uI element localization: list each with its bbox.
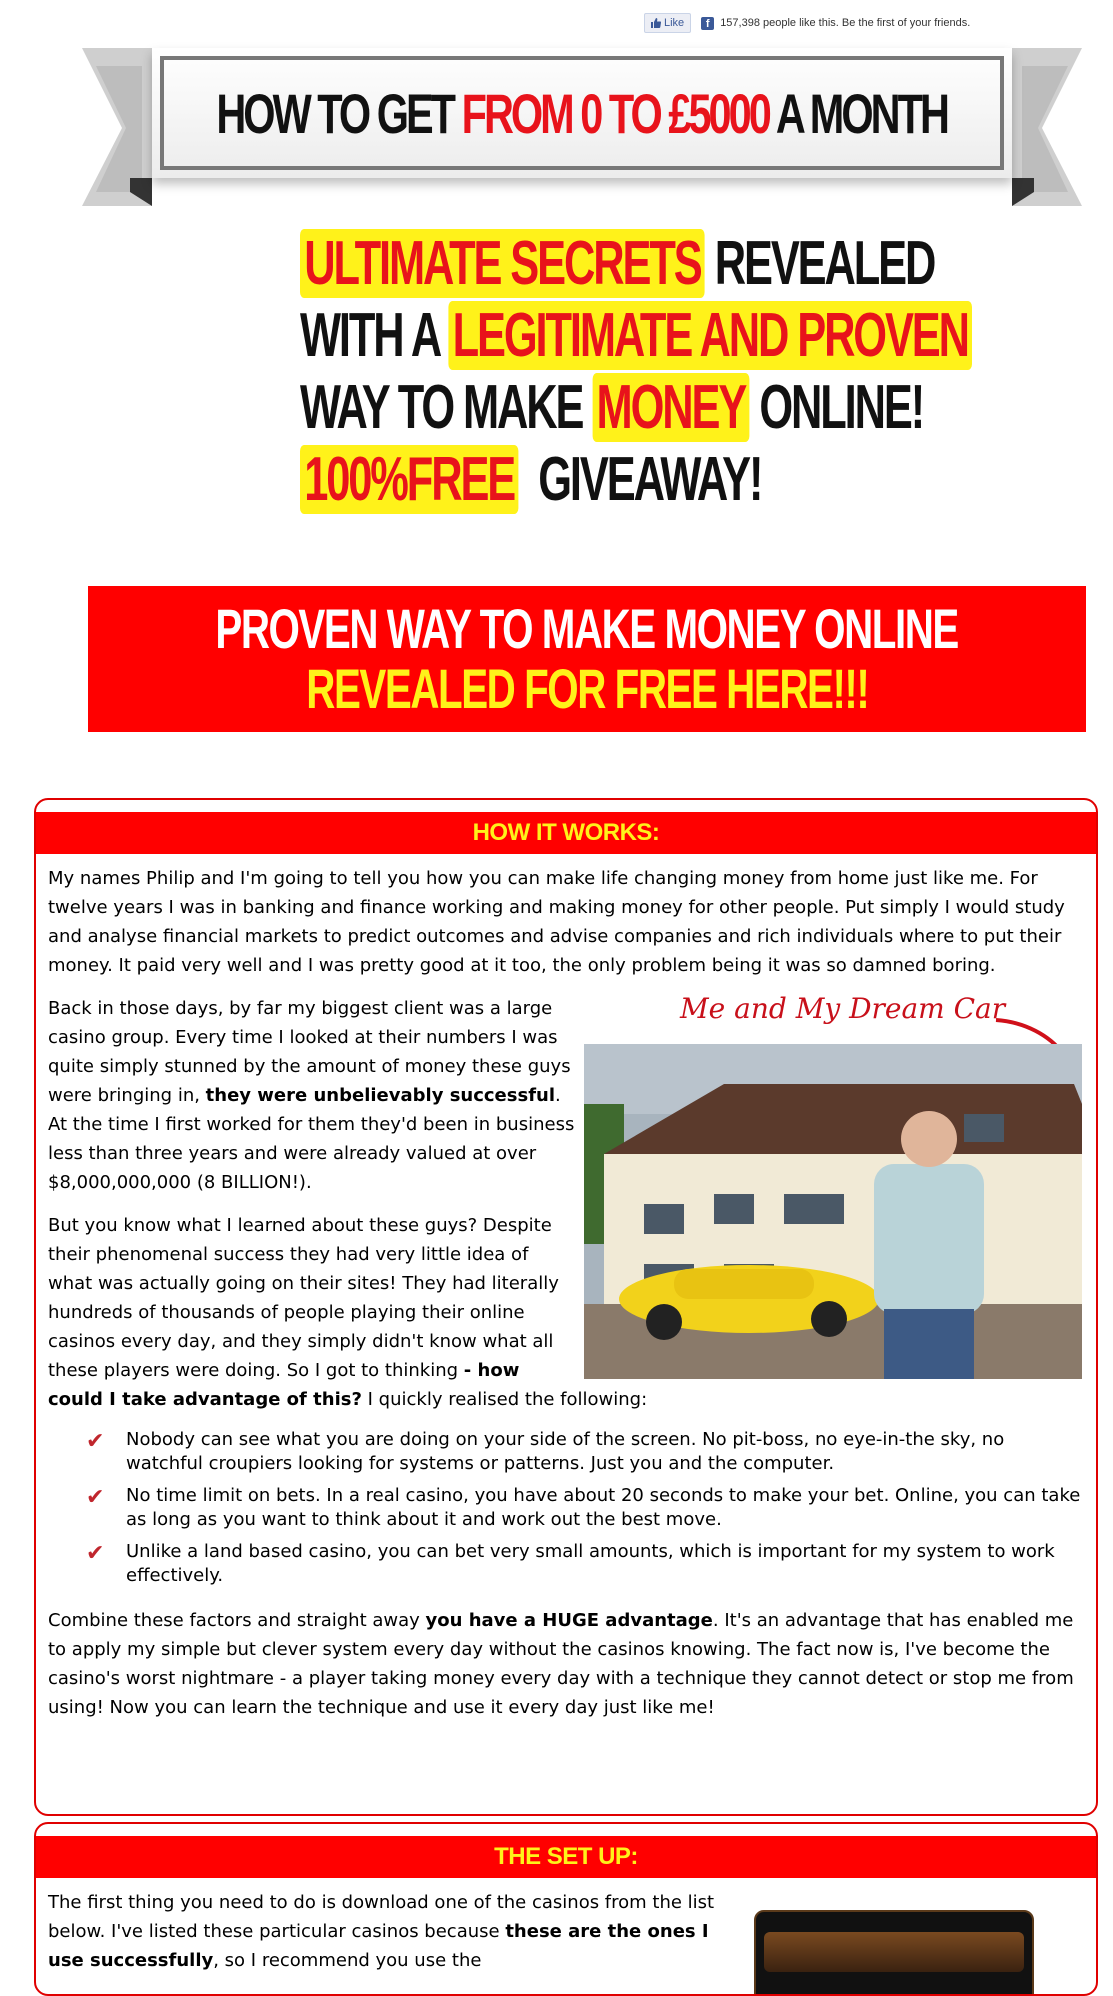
- secrets-text-3c: ONLINE!: [749, 373, 924, 442]
- advantage-list: [48, 1428, 1084, 1588]
- set-up-body: [36, 1878, 1096, 1975]
- facebook-icon: f: [701, 17, 714, 30]
- casino-client-text-1: Back in those days, by far my biggest client was a large casino group. Every time I looked at their numbers I was quite simply stunned by the amount of money these guys were bringing in,: [48, 998, 571, 1106]
- casino-client-bold: they were unbelievably successful: [205, 1085, 556, 1106]
- set-up-text-1: The first thing you need to do is download one of the casinos from the list below. I've listed these particular casinos because: [48, 1892, 715, 1942]
- dream-car-photo: [584, 994, 1084, 1379]
- secrets-line-4: [300, 444, 762, 516]
- headline-part-1: HOW TO GET: [216, 81, 462, 145]
- how-it-works-body: [36, 854, 1096, 1722]
- how-it-works-panel: [34, 798, 1098, 1816]
- facebook-like-label: Like: [664, 17, 685, 29]
- ribbon-box: [152, 48, 1012, 178]
- casino-table-graphic: [764, 1932, 1024, 1972]
- headline-title: [217, 81, 948, 146]
- secrets-highlight-1: ULTIMATE SECRETS: [300, 229, 705, 298]
- headline-part-3: A MONTH: [769, 81, 948, 145]
- checkmark-icon: ✔: [86, 1541, 105, 1566]
- banner-line-1: PROVEN WAY TO MAKE MONEY ONLINE: [215, 597, 959, 660]
- facebook-like-count: 157,398 people like this. Be the first of your friends.: [720, 17, 971, 29]
- secrets-text-3a: WAY TO MAKE: [300, 373, 593, 442]
- casino-preview-frame: [754, 1910, 1034, 1996]
- ribbon-inner-border: [160, 56, 1004, 170]
- advantage-text: No time limit on bets. In a real casino, you have about 20 seconds to make your bet. Online, you can take as long as you want to think about it and work out the best move.: [126, 1485, 1081, 1530]
- huge-advantage-bold: you have a HUGE advantage: [425, 1610, 713, 1631]
- advantage-text: Nobody can see what you are doing on your side of the screen. No pit-boss, no eye-in-the sky, no watchful croupiers looking for systems or patterns. Just you and the computer.: [126, 1429, 1005, 1474]
- secrets-text-2: WITH A: [300, 301, 449, 370]
- secrets-line-3: [300, 372, 924, 444]
- photo-caption: Me and My Dream Car: [680, 992, 1006, 1025]
- secrets-text-1: REVEALED: [704, 229, 935, 298]
- casino-client-text-2: . At the time I first worked for them they'd been in business less than three years and were already valued at over $8,000,000,000 (8 BILLION!).: [48, 1085, 575, 1193]
- facebook-like-button[interactable]: [644, 13, 691, 33]
- checkmark-icon: ✔: [86, 1485, 105, 1510]
- secrets-text-4: GIVEAWAY!: [518, 445, 762, 514]
- secrets-line-1: [300, 228, 935, 300]
- set-up-bold: these are the ones I use successfully: [48, 1921, 709, 1971]
- advantage-text: Unlike a land based casino, you can bet very small amounts, which is important for my system to work effectively.: [126, 1541, 1055, 1586]
- huge-advantage-text-2: . It's an advantage that has enabled me to apply my simple but clever system every day without the casinos knowing. The fact now is, I've become the casino's worst nightmare - a player taking money every day with a technique they cannot detect or stop me from using! Now you can learn the technique and use it every day just like me!: [48, 1610, 1074, 1718]
- headline-part-2: FROM 0 TO £5000: [461, 81, 770, 145]
- checkmark-icon: ✔: [86, 1429, 105, 1454]
- huge-advantage-paragraph: [48, 1606, 1084, 1722]
- set-up-panel: [34, 1822, 1098, 1996]
- intro-paragraph: My names Philip and I'm going to tell you how you can make life changing money from home just like me. For twelve years I was in banking and finance working and making money for other people. Put simply I would study and analyse financial markets to predict outcomes and advise companies and rich individuals where to put their money. It paid very well and I was pretty good at it too, the only problem being it was so damned boring.: [48, 868, 1065, 976]
- secrets-highlight-3: MONEY: [592, 373, 749, 442]
- learned-text-2: I quickly realised the following:: [361, 1389, 648, 1410]
- headline-ribbon: [82, 44, 1082, 216]
- list-item: [86, 1540, 1084, 1588]
- facebook-like-bar: [644, 12, 1064, 34]
- secrets-block: [300, 228, 968, 516]
- list-item: [86, 1428, 1084, 1476]
- secrets-line-2: [300, 300, 968, 372]
- how-it-works-title: HOW IT WORKS:: [36, 812, 1096, 854]
- free-reveal-banner[interactable]: [88, 586, 1086, 732]
- set-up-text-2: , so I recommend you use the: [213, 1950, 482, 1971]
- thumbs-up-icon: [651, 18, 661, 28]
- huge-advantage-text-1: Combine these factors and straight away: [48, 1610, 426, 1631]
- set-up-title: THE SET UP:: [36, 1836, 1096, 1878]
- secrets-highlight-2: LEGITIMATE AND PROVEN: [448, 301, 972, 370]
- banner-line-2: REVEALED FOR FREE HERE!!!: [305, 657, 869, 720]
- learned-bold: - how could I take advantage of this?: [48, 1360, 520, 1410]
- house-car-image: [584, 1044, 1082, 1379]
- list-item: [86, 1484, 1084, 1532]
- secrets-highlight-4: 100%FREE: [300, 445, 518, 514]
- casino-preview-image: [754, 1888, 1034, 1978]
- learned-text-1: But you know what I learned about these guys? Despite their phenomenal success they had very little idea of what was actually going on their sites! They had literally hundreds of thousands of people playing their online casinos every day, and they simply didn't know what all these players were doing. So I got to thinking: [48, 1215, 559, 1381]
